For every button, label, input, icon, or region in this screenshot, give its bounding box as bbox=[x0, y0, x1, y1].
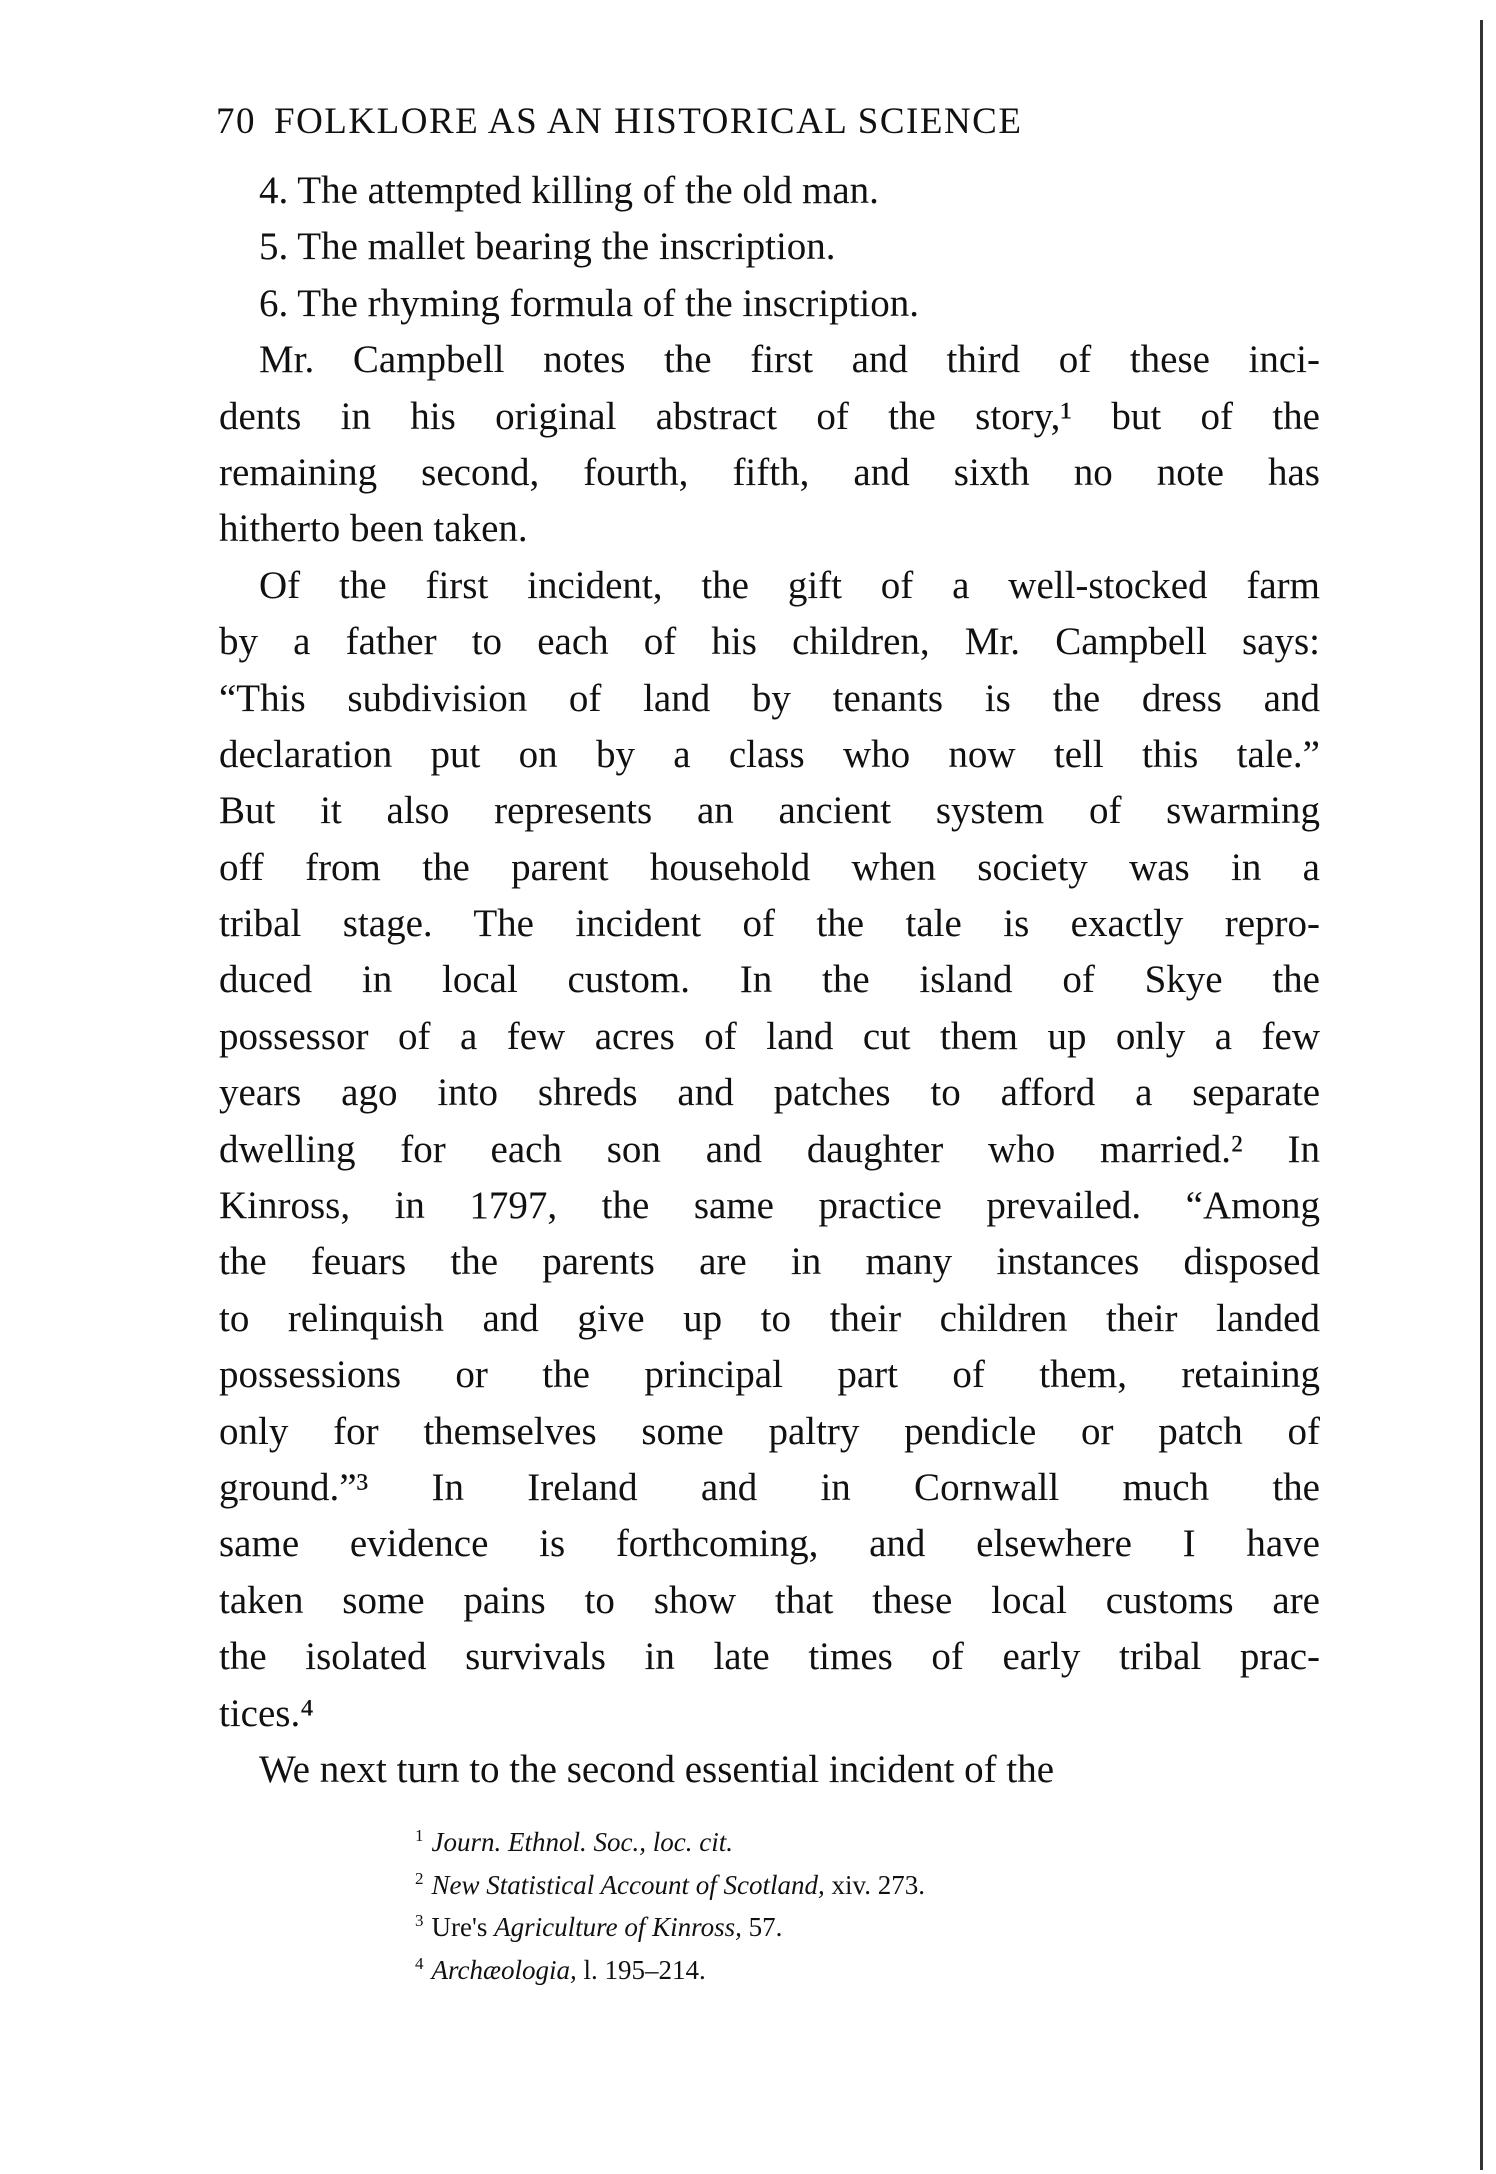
running-title: FOLKLORE AS AN HISTORICAL SCIENCE bbox=[274, 101, 1023, 142]
text-line: the feuars the parents are in many instances disposed bbox=[219, 1240, 1320, 1284]
footnote-number: 4 bbox=[415, 1953, 424, 1973]
footnote-title: New Statistical Account of Scotland, bbox=[431, 1869, 825, 1900]
footnote bbox=[415, 1903, 925, 1946]
footnote-ref: l. 195–214. bbox=[576, 1954, 706, 1985]
footnote-ref: 57. bbox=[741, 1912, 783, 1942]
text-line: duced in local custom. In the island of Skye the bbox=[219, 958, 1320, 1002]
footnotes bbox=[415, 1818, 925, 1988]
text-line: possessor of a few acres of land cut them up only a few bbox=[219, 1014, 1320, 1058]
footnote-number: 3 bbox=[415, 1911, 424, 1930]
paragraphs bbox=[219, 332, 1320, 1798]
text-line: dwelling for each son and daughter who married.² In bbox=[219, 1127, 1320, 1171]
text-line: possessions or the principal part of them, retaining bbox=[219, 1353, 1320, 1397]
list-item: 6. The rhyming formula of the inscription. bbox=[259, 281, 919, 325]
running-header bbox=[216, 100, 1022, 143]
text-line: tribal stage. The incident of the tale is exactly repro- bbox=[219, 902, 1320, 946]
text-line: remaining second, fourth, fifth, and sixth no note has bbox=[219, 450, 1320, 494]
text-line: “This subdivision of land by tenants is the dress and bbox=[219, 676, 1320, 720]
text-line: to relinquish and give up to their children their landed bbox=[219, 1296, 1320, 1340]
text-line: years ago into shreds and patches to afford a separate bbox=[219, 1071, 1320, 1115]
footnote-ref: xiv. 273. bbox=[824, 1869, 925, 1900]
list-item: 5. The mallet bearing the inscription. bbox=[259, 225, 836, 269]
text-line: same evidence is forthcoming, and elsewhere I have bbox=[219, 1522, 1320, 1566]
footnote-title: Archæologia, bbox=[431, 1954, 577, 1985]
text-line: Mr. Campbell notes the first and third of these inci- bbox=[259, 338, 1320, 382]
footnote-prefix: Ure's bbox=[431, 1912, 495, 1942]
text-line: We next turn to the second essential incident of the bbox=[259, 1747, 1055, 1791]
footnote-title: Agriculture of Kinross, bbox=[494, 1912, 742, 1942]
text-line: hitherto been taken. bbox=[219, 507, 528, 551]
text-line: Kinross, in 1797, the same practice prevailed. “Among bbox=[219, 1184, 1320, 1228]
footnote-number: 2 bbox=[415, 1868, 424, 1888]
text-line: taken some pains to show that these local customs are bbox=[219, 1578, 1320, 1622]
text-line: declaration put on by a class who now tell this tale.” bbox=[219, 732, 1320, 776]
text-line: the isolated survivals in late times of early tribal prac- bbox=[219, 1635, 1320, 1679]
page-number: 70 bbox=[216, 101, 256, 142]
list-item: 4. The attempted killing of the old man. bbox=[259, 169, 879, 212]
footnote-number: 1 bbox=[415, 1826, 424, 1845]
text-line: But it also represents an ancient system of swarming bbox=[219, 789, 1320, 833]
text-line: Of the first incident, the gift of a well-stocked farm bbox=[259, 563, 1320, 607]
footnote-title: Journ. Ethnol. Soc., loc. cit. bbox=[431, 1827, 733, 1857]
footnote bbox=[415, 1818, 925, 1861]
text-line: tices.⁴ bbox=[219, 1691, 314, 1735]
text-line: ground.”³ In Ireland and in Cornwall much the bbox=[219, 1465, 1320, 1509]
body-text bbox=[219, 163, 1320, 1798]
text-line: dents in his original abstract of the story,¹ but of the bbox=[219, 394, 1320, 438]
page-edge-line bbox=[1480, 20, 1483, 2170]
footnote bbox=[415, 1861, 925, 1904]
text-line: off from the parent household when society was in a bbox=[219, 845, 1320, 889]
text-line: by a father to each of his children, Mr. Campbell says: bbox=[219, 620, 1320, 664]
footnote bbox=[415, 1946, 925, 1989]
text-line: only for themselves some paltry pendicle or patch of bbox=[219, 1409, 1320, 1453]
